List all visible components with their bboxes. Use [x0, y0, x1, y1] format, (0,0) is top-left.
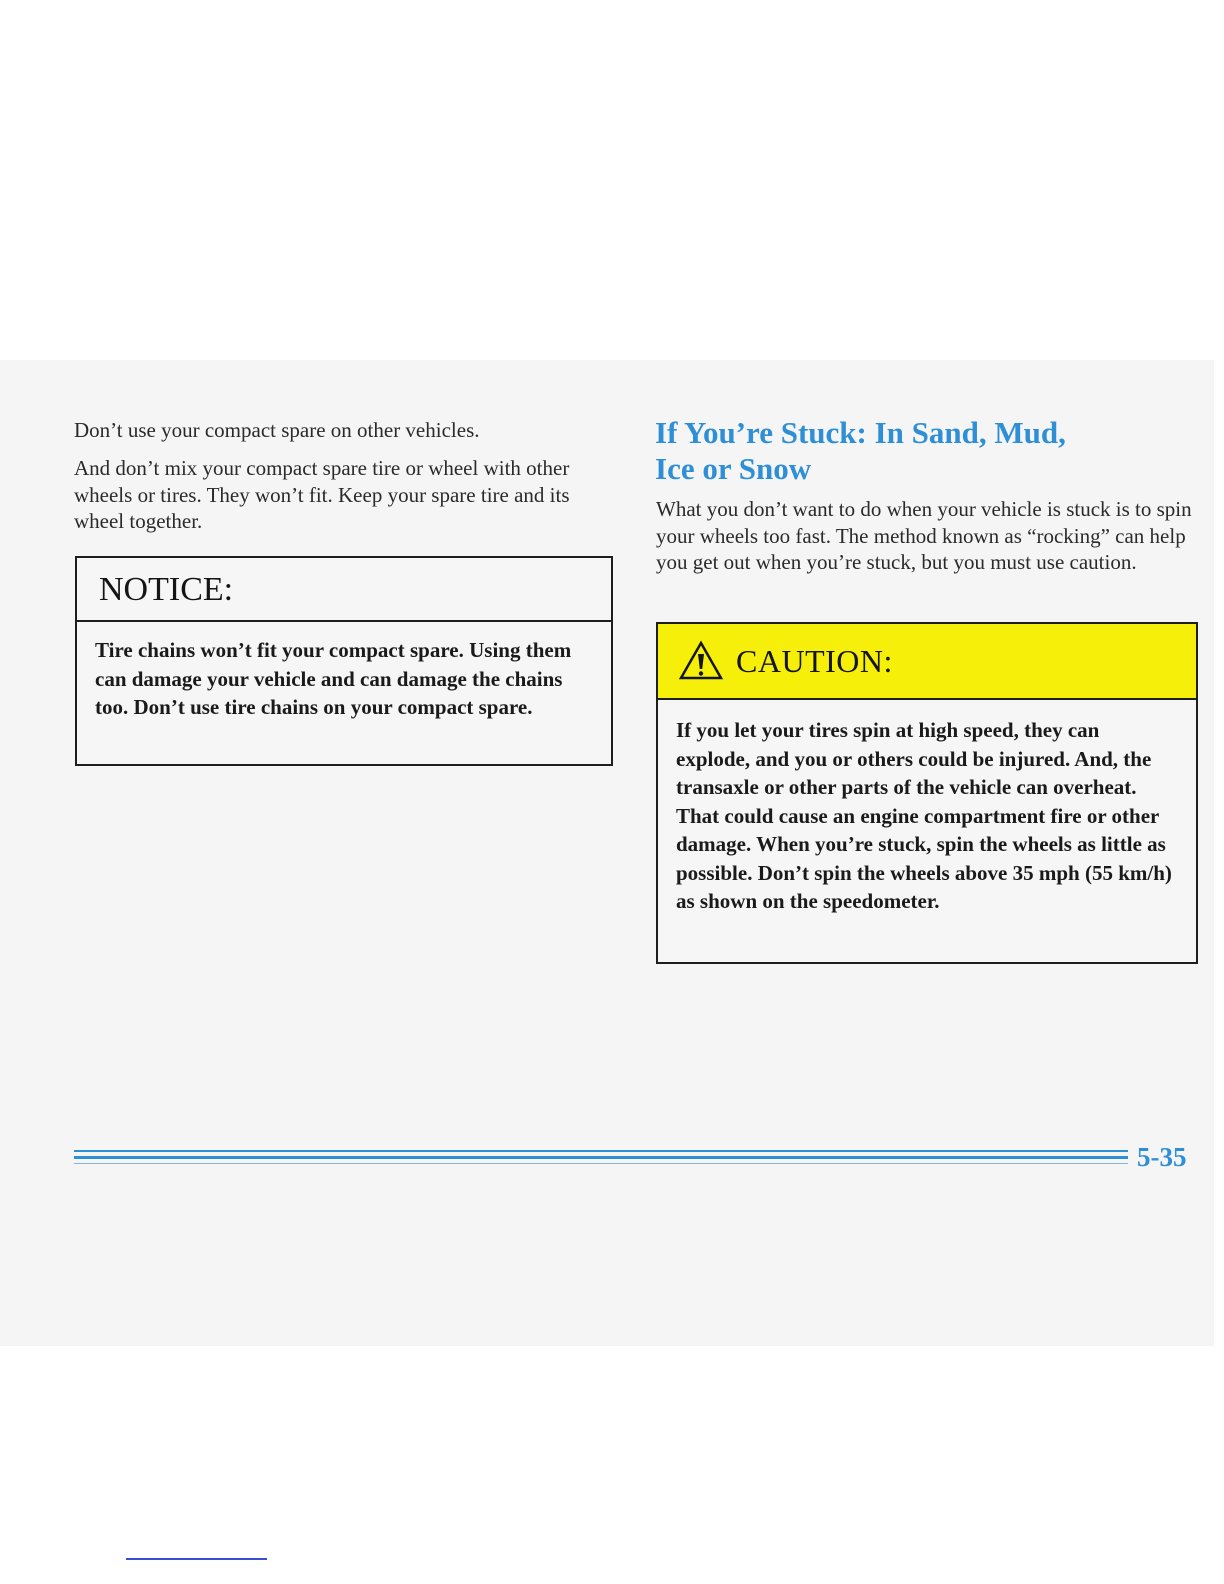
caution-title: CAUTION:	[736, 643, 893, 679]
notice-title: NOTICE:	[77, 558, 611, 622]
caution-box	[656, 622, 1198, 964]
section-heading-line-2: Ice or Snow	[655, 451, 812, 486]
caution-body-text: If you let your tires spin at high speed, they can explode, and you or others could be injured. And, the transaxle or other parts of the vehicle can overheat. That could cause an engine compartment fire or other damage. When you’re stuck, spin the wheels as little as possible. Don’t spin the wheels above 35 mph (55 km/h) as shown on the speedometer.	[676, 718, 1172, 913]
notice-box	[75, 556, 613, 766]
bottom-divider	[126, 1558, 267, 1560]
page-number: 5-35	[1137, 1142, 1187, 1172]
section-heading-line-1: If You’re Stuck: In Sand, Mud,	[655, 415, 1066, 450]
warning-triangle-icon	[678, 640, 724, 682]
stuck-intro-paragraph: What you don’t want to do when your vehicle is stuck is to spin your wheels too fast. The method known as “rocking” can help you get out when you’re stuck, but you must use caution.	[656, 497, 1192, 574]
notice-body-text: Tire chains won’t fit your compact spare. Using them can damage your vehicle and can damage the chains too. Don’t use tire chains on your compact spare.	[95, 638, 572, 719]
compact-spare-mix-paragraph: And don’t mix your compact spare tire or wheel with other wheels or tires. They won’t fit. Keep your spare tire and its wheel together.	[74, 456, 570, 533]
caution-header	[658, 624, 1196, 700]
compact-spare-vehicles-paragraph: Don’t use your compact spare on other vehicles.	[74, 418, 480, 442]
